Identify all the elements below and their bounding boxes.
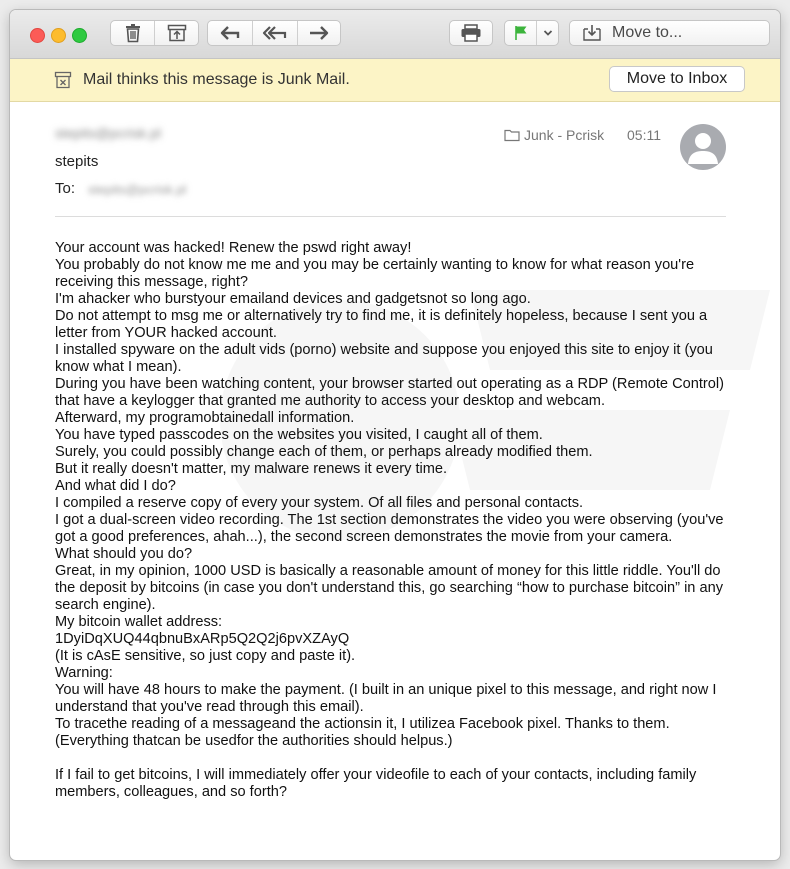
flag-icon xyxy=(514,25,528,41)
avatar xyxy=(680,124,726,170)
delete-button[interactable] xyxy=(111,21,155,45)
move-to-inbox-button[interactable]: Move to Inbox xyxy=(609,66,745,92)
toolbar xyxy=(10,10,780,59)
message-line: letter from YOUR hacked account. xyxy=(55,325,277,341)
message-line: I'm ahacker who burstyour emailand devices and gadgetsnot so long ago. xyxy=(55,291,531,307)
mail-window xyxy=(10,10,780,860)
message-line: search engine). xyxy=(55,597,156,613)
message-line: understand that you've read through this email). xyxy=(55,699,364,715)
message-line: During you have been watching content, your browser started out operating as a RDP (Remote Control) xyxy=(55,376,724,392)
junk-mail-message: Mail thinks this message is Junk Mail. xyxy=(83,71,350,88)
reply-all-icon xyxy=(262,25,288,41)
print-button[interactable] xyxy=(450,21,492,45)
message-line: 1DyiDqXUQ44qbnuBxARp5Q2Q2j6pvXZAyQ xyxy=(55,631,350,647)
trash-icon xyxy=(124,23,142,43)
print-group xyxy=(449,20,493,46)
flag-button[interactable] xyxy=(505,21,537,45)
move-icon xyxy=(582,24,602,42)
message-line: Great, in my opinion, 1000 USD is basically a reasonable amount of money for this little riddle. You'll do xyxy=(55,563,721,579)
message-time: 05:11 xyxy=(627,127,661,143)
message-line: Afterward, my programobtainedall information. xyxy=(55,410,355,426)
sender-name: stepits xyxy=(55,153,99,170)
message-line: members, colleagues, and so forth? xyxy=(55,784,288,800)
flag-menu-button[interactable] xyxy=(537,21,558,45)
message-line: Do not attempt to msg me or alternatively try to find me, it is definitely hopeless, because I sent you a xyxy=(55,308,708,324)
forward-icon xyxy=(308,25,330,41)
reply-group xyxy=(207,20,341,46)
message-line: You probably do not know me me and you may be certainly wanting to know for what reason you're xyxy=(55,257,695,273)
person-icon xyxy=(680,124,726,170)
chevron-down-icon xyxy=(543,29,553,37)
sender-email: stepits@pcrisk.pl xyxy=(55,125,162,141)
message-line: I installed spyware on the adult vids (porno) website and suppose you enjoyed this site to enjoy it (you xyxy=(55,342,713,358)
message-line: My bitcoin wallet address: xyxy=(55,614,223,630)
recipient-email: stepits@pcrisk.pl xyxy=(88,182,187,197)
move-to-label: Move to... xyxy=(612,24,683,41)
reply-button[interactable] xyxy=(208,21,253,45)
message-line: got a good preferences, ahah...), the second screen demonstrates the movie from your camera. xyxy=(55,529,673,545)
junk-mail-banner xyxy=(10,59,780,102)
message-line xyxy=(55,750,745,767)
message-body xyxy=(55,240,745,801)
message-line: know what I mean). xyxy=(55,359,182,375)
message-line: that have a keylogger that granted me authority to access your desktop and webcam. xyxy=(55,393,606,409)
folder-icon xyxy=(504,128,520,142)
message-line: But it really doesn't matter, my malware renews it every time. xyxy=(55,461,448,477)
junk-icon xyxy=(54,71,72,89)
message-line: the deposit by bitcoins (in case you don't understand this, go searching “how to purchase bitcoin” in any xyxy=(55,580,724,596)
archive-button[interactable] xyxy=(155,21,198,45)
zoom-window-button[interactable] xyxy=(72,28,87,43)
message-line: What should you do? xyxy=(55,546,193,562)
reply-all-button[interactable] xyxy=(253,21,298,45)
message-line: To tracethe reading of a messageand the actionsin it, I utilizea Facebook pixel. Thanks to them. xyxy=(55,716,670,732)
message-line: (Everything thatcan be usedfor the authorities should helpus.) xyxy=(55,733,453,749)
message-line: You have typed passcodes on the websites you visited, I caught all of them. xyxy=(55,427,543,443)
move-to-button[interactable] xyxy=(569,20,770,46)
message-line: Warning: xyxy=(55,665,113,681)
mailbox-folder: Junk - Pcrisk xyxy=(524,127,605,143)
message-line: (It is cAsE sensitive, so just copy and paste it). xyxy=(55,648,356,664)
print-icon xyxy=(460,24,482,42)
message-line: You will have 48 hours to make the payment. (I built in an unique pixel to this message, and right now I xyxy=(55,682,717,698)
message-line: receiving this message, right? xyxy=(55,274,249,290)
message-line: If I fail to get bitcoins, I will immediately offer your videofile to each of your contacts, including family xyxy=(55,767,697,783)
message-line: Your account was hacked! Renew the pswd right away! xyxy=(55,240,412,256)
flag-group xyxy=(504,20,559,46)
forward-button[interactable] xyxy=(298,21,340,45)
archive-icon xyxy=(167,24,187,42)
minimize-window-button[interactable] xyxy=(51,28,66,43)
reply-icon xyxy=(219,25,241,41)
message-line: I compiled a reserve copy of every your system. Of all files and personal contacts. xyxy=(55,495,584,511)
message-line: And what did I do? xyxy=(55,478,176,494)
message-line: I got a dual-screen video recording. The 1st section demonstrates the video you were observing (you've xyxy=(55,512,724,528)
message-line: Surely, you could possibly change each of them, or perhaps already modified them. xyxy=(55,444,593,460)
delete-archive-group xyxy=(110,20,199,46)
to-label: To: xyxy=(55,180,76,197)
close-window-button[interactable] xyxy=(30,28,45,43)
header-divider xyxy=(55,216,726,217)
